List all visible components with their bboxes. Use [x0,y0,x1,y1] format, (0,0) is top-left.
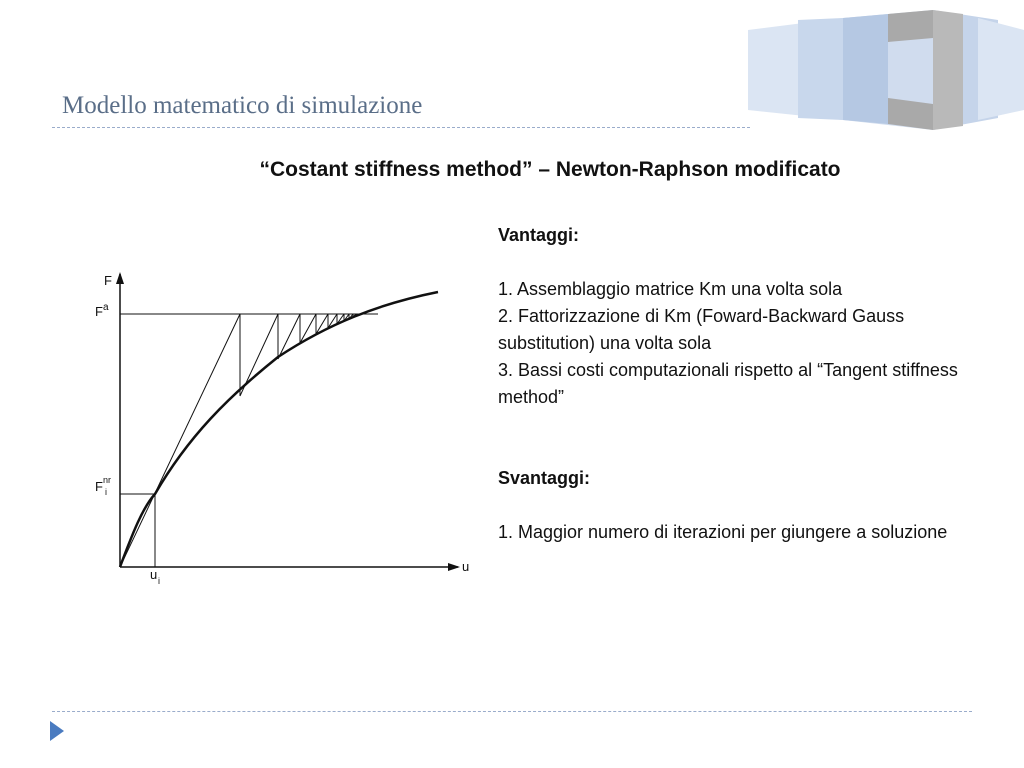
ui-label: u [150,567,158,582]
decorative-ribbon-banner [748,8,1024,130]
advantages-heading: Vantaggi: [498,225,580,245]
y-axis-arrow [116,272,124,284]
ui-sub: i [158,576,160,586]
page-title: Modello matematico di simulazione [62,92,423,119]
disadvantages-heading: Svantaggi: [498,468,591,488]
x-axis-label: u [462,559,470,574]
fnr-sub: i [105,487,107,497]
pros-cons-text [498,222,978,546]
iteration-steps [240,314,359,396]
header-divider [52,127,750,128]
initial-tangent-line [120,314,240,567]
slide-subtitle: “Costant stiffness method” – Newton-Raphson modificato [259,158,841,181]
fa-label: $F^a$ [95,302,109,319]
load-curve [120,292,438,567]
advantage-item: 1. Assemblaggio matrice Km una volta sola [498,279,843,299]
y-axis-label: F [104,273,112,288]
advantage-item: 3. Bassi costi computazionali rispetto al “Tangent stiffness method” [498,360,958,407]
disadvantage-item: 1. Maggior numero di iterazioni per giungere a soluzione [498,522,948,542]
triangle-right-icon[interactable] [50,721,64,741]
footer-divider [52,711,972,712]
x-axis-arrow [448,563,460,571]
newton-raphson-diagram [88,262,488,592]
fnr-label: $F^{nr}$ [95,475,111,494]
advantage-item: 2. Fattorizzazione di Km (Foward-Backward Gauss substitution) una volta sola [498,306,905,353]
